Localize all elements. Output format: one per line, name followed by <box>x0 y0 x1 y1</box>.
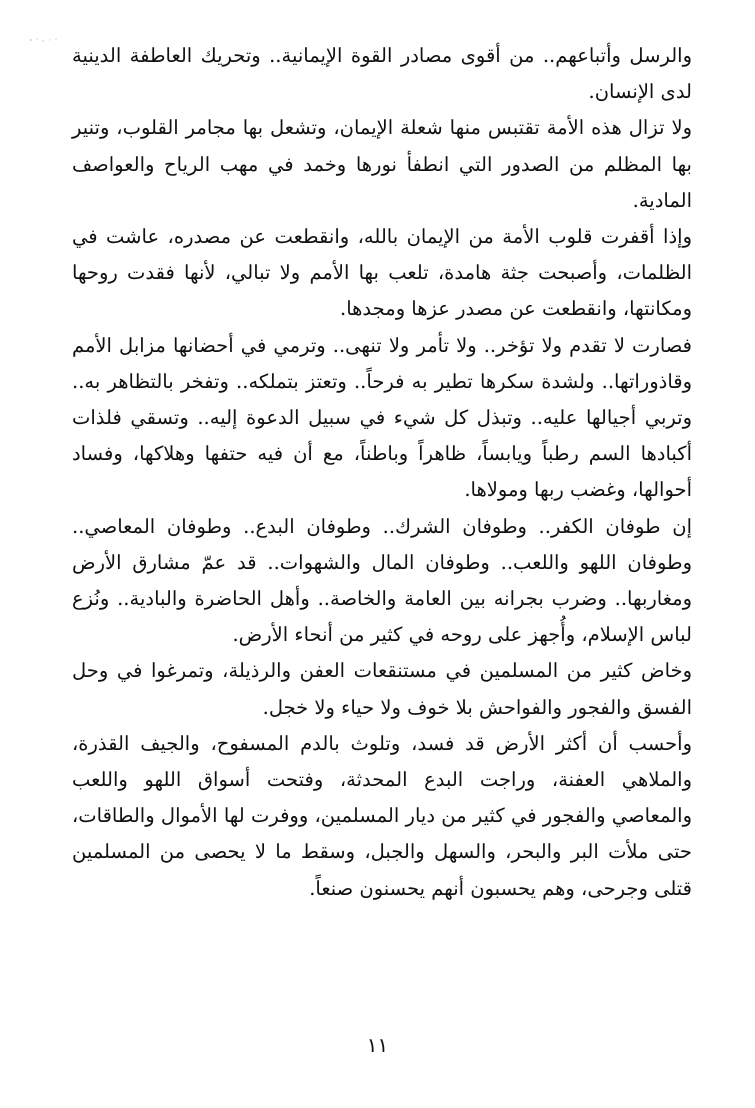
paragraph-1: والرسل وأتباعهم.. من أقوى مصادر القوة الإيمانية.. وتحريك العاطفة الدينية لدى الإنسان. <box>72 44 692 104</box>
page-number: ١١ <box>366 1033 389 1057</box>
page-body <box>72 38 692 907</box>
paragraph-4: فصارت لا تقدم ولا تؤخر.. ولا تأمر ولا تنهى.. وترمي في أحضانها مزابل الأمم وقاذوراتها.. ولشدة سكرها تطير به فرحاً.. وتعتز بتملكه.. وتفخر بالتظاهر به.. وتربي أجيالها عليه.. وتبذل كل شيء في سبيل الدعوة إليه.. وتسقي فلذات أكبادها السم رطباً ويابساً، ظاهراً وباطناً، مع أن فيه حتفها وهلاكها، وفساد أحوالها، وغضب ربها ومولاها. <box>72 333 692 502</box>
scan-artifact <box>28 36 62 44</box>
paragraph-6: وخاض كثير من المسلمين في مستنقعات العفن والرذيلة، وتمرغوا في وحل الفسق والفجور والفواحش بلا خوف ولا حياء ولا خجل. <box>72 659 692 719</box>
paragraph-3: وإذا أقفرت قلوب الأمة من الإيمان بالله، وانقطعت عن مصدره، عاشت في الظلمات، وأصبحت جثة هامدة، تلعب بها الأمم ولا تبالي، لأنها فقدت روحها ومكانتها، وانقطعت عن مصدر عزها ومجدها. <box>72 225 692 321</box>
paragraph-7: وأحسب أن أكثر الأرض قد فسد، وتلوث بالدم المسفوح، والجيف القذرة، والملاهي العفنة، وراجت البدع المحدثة، وفتحت أسواق اللهو واللعب والمعاصي والفجور في كثير من ديار المسلمين، ووفرت لها الأموال والطاقات، حتى ملأت البر والبحر، والسهل والجبل، وسقط ما لا يحصى من المسلمين قتلى وجرحى، وهم يحسبون أنهم يحسنون صنعاً. <box>72 731 692 900</box>
paragraph-5: إن طوفان الكفر.. وطوفان الشرك.. وطوفان البدع.. وطوفان المعاصي.. وطوفان اللهو واللعب.. وطوفان المال والشهوات.. قد عمّ مشارق الأرض ومغاربها.. وضرب بجرانه بين العامة والخاصة.. وأهل الحاضرة والبادية.. ونُزع لباس الإسلام، وأُجهز على روحه في كثير من أنحاء الأرض. <box>72 514 692 647</box>
paragraph-2: ولا تزال هذه الأمة تقتبس منها شعلة الإيمان، وتشعل بها مجامر القلوب، وتنير بها المظلم من الصدور التي انطفأ نورها وخمد في مهب الرياح والعواصف المادية. <box>72 116 692 212</box>
